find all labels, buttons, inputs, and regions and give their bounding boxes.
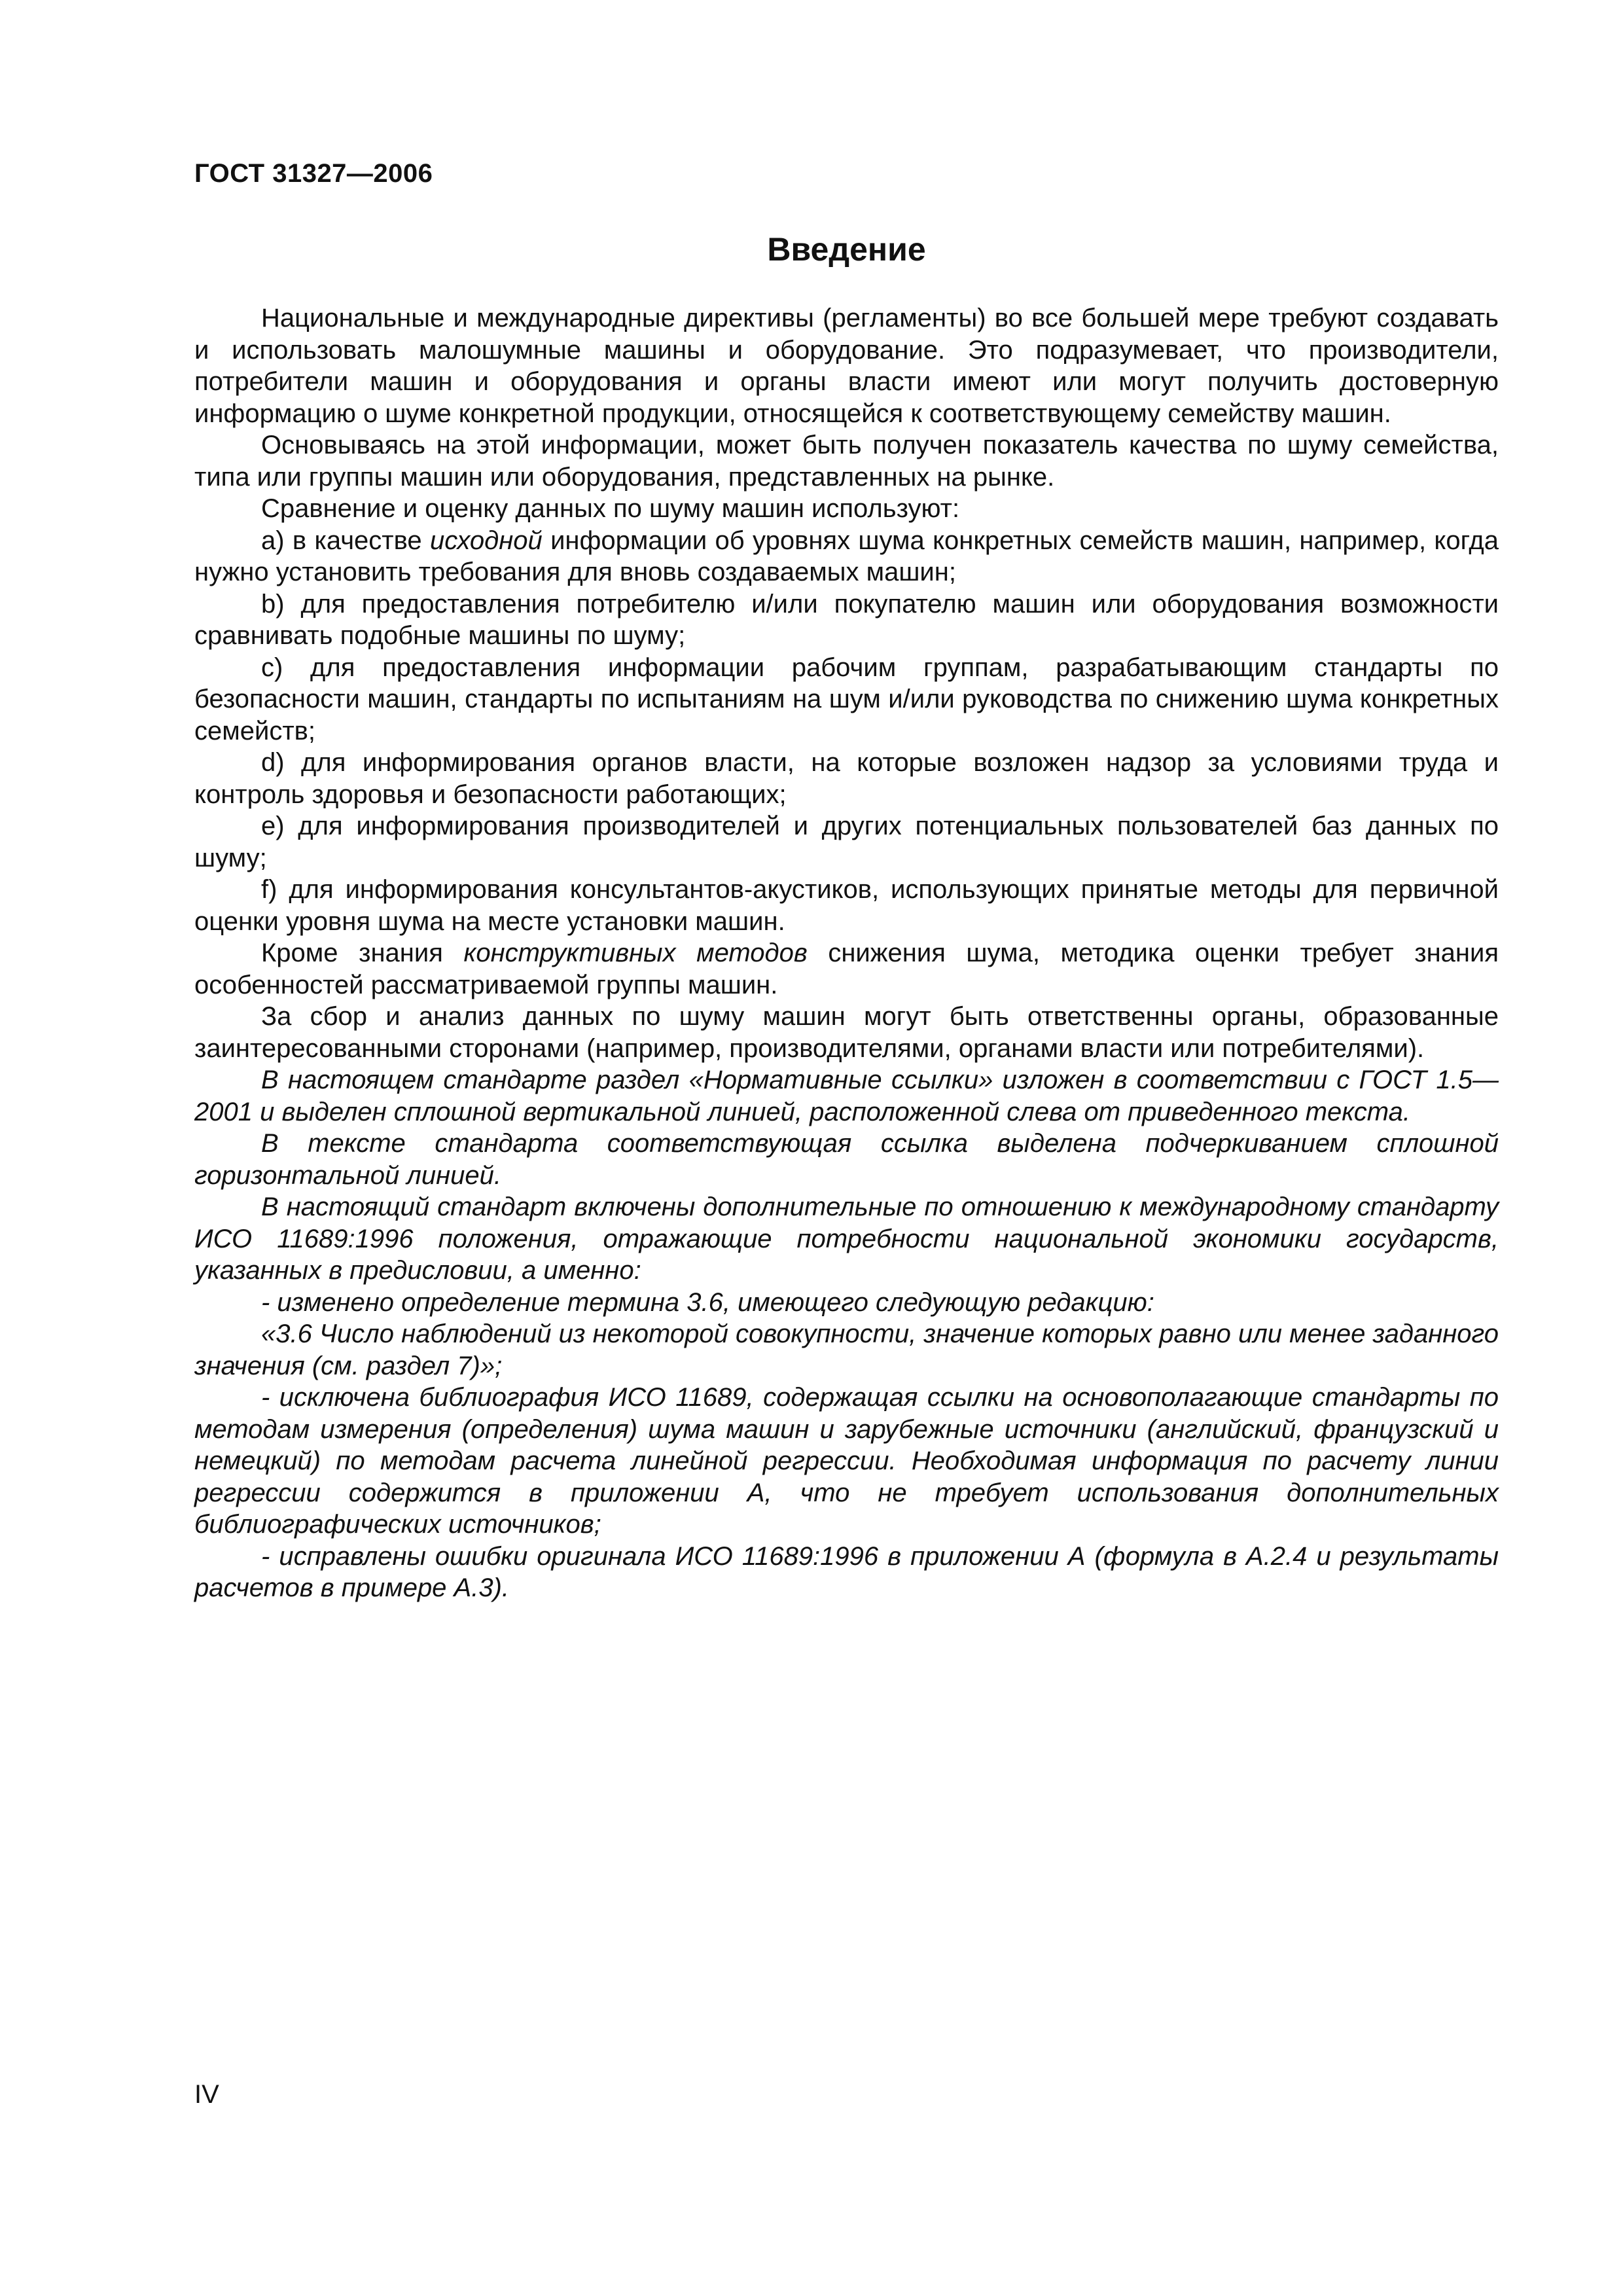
text-segment: Кроме знания (261, 939, 464, 967)
text-segment: а) в качестве (261, 526, 430, 555)
italic-paragraph: В тексте стандарта соответствующая ссылка выделена подчеркиванием сплошной горизонтальной линией. (194, 1129, 1499, 1190)
paragraph: с) для предоставления информации рабочим группам, разрабатывающим стандарты по безопасности машин, стандарты по испытаниям на шум и/или руководства по снижению шума конкретных семейств; (194, 653, 1499, 745)
paragraph: Основываясь на этой информации, может быть получен показатель качества по шуму семейства, типа или группы машин или оборудования, представленных на рынке. (194, 431, 1499, 492)
italic-paragraph: - исключена библиография ИСО 11689, содержащая ссылки на основополагающие стандарты по методам измерения (определения) шума машин и зарубежные источники (английский, французский и немецкий) по методам расчета линейной регрессии. Необходимая информация по расчету линии регрессии содержится в приложении А, что не требует использования дополнительных библиографических источников; (194, 1383, 1499, 1539)
paragraph: b) для предоставления потребителю и/или покупателю машин или оборудования возможности сравнивать подобные машины по шуму; (194, 589, 1499, 650)
paragraph: d) для информирования органов власти, на которые возложен надзор за условиями труда и контроль здоровья и безопасности работающих; (194, 748, 1499, 809)
text-segment: снижения шума, методика оценки требует знания особенностей рассматриваемой группы машин. (194, 939, 1499, 999)
paragraph: f) для информирования консультантов-акустиков, использующих принятые методы для первичной оценки уровня шума на месте установки машин. (194, 875, 1499, 936)
paragraph (194, 525, 1499, 588)
emphasis-term: исходной (429, 526, 543, 555)
italic-paragraph: «3.6 Число наблюдений из некоторой совокупности, значение которых равно или менее заданного значения (см. раздел 7)»; (194, 1319, 1499, 1380)
italic-paragraph: В настоящем стандарте раздел «Нормативные ссылки» изложен в соответствии с ГОСТ 1.5—2001 и выделен сплошной вертикальной линией, расположенной слева от приведенного текста. (194, 1066, 1499, 1126)
paragraph (194, 937, 1499, 1001)
body-text (194, 302, 1499, 1604)
italic-paragraph: - исправлены ошибки оригинала ИСО 11689:1996 в приложении А (формула в А.2.4 и результаты расчетов в примере А.3). (194, 1541, 1499, 1602)
paragraph: За сбор и анализ данных по шуму машин могут быть ответственны органы, образованные заинтересованными сторонами (например, производителями, органами власти или потребителями). (194, 1002, 1499, 1063)
italic-paragraph: - изменено определение термина 3.6, имеющего следующую редакцию: (261, 1287, 1154, 1317)
paragraph: е) для информирования производителей и других потенциальных пользователей баз данных по шуму; (194, 812, 1499, 872)
page-number: IV (194, 2080, 219, 2109)
paragraph: Сравнение и оценку данных по шуму машин используют: (261, 494, 960, 523)
document-header: ГОСТ 31327—2006 (194, 159, 433, 188)
emphasis-term: конструктивных методов (463, 939, 808, 967)
section-title: Введение (767, 231, 926, 268)
text-segment: информации об уровнях шума конкретных семейств машин, например, когда нужно установить требования для вновь создаваемых машин; (194, 526, 1499, 586)
italic-paragraph: В настоящий стандарт включены дополнительные по отношению к международному стандарту ИСО 11689:1996 положения, отражающие потребности национальной экономики государств, указанных в предисловии, а именно: (194, 1193, 1499, 1285)
paragraph: Национальные и международные директивы (регламенты) во все большей мере требуют создавать и использовать малошумные машины и оборудование. Это подразумевает, что производители, потребители машин и оборудования и органы власти имеют или могут получить достоверную информацию о шуме конкретной продукции, относящейся к соответствующему семейству машин. (194, 304, 1499, 428)
